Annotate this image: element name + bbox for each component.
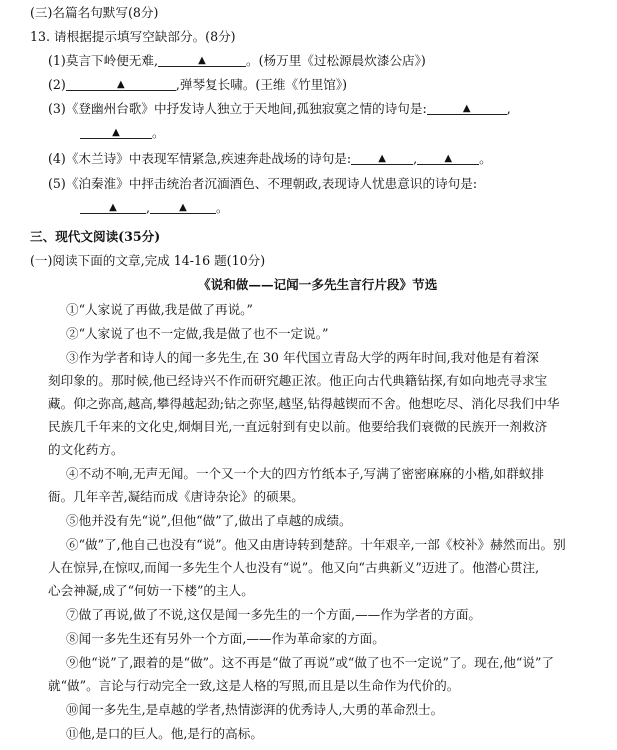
q13-item-5-period: 。 (216, 200, 229, 215)
section-heading-xiandai: 三、现代文阅读(35分) (30, 229, 161, 244)
q13-item-5 (48, 175, 477, 193)
paragraph-3-line-3: 藏。仰之弥高,越高,攀得越起劲;钻之弥坚,越坚,钻得越锲而不舍。他想吃尽、消化尽我们中华 (48, 396, 560, 411)
triangle-marker-icon: ▲ (179, 202, 187, 213)
paragraph-9-line-2: 就“做”。言论与行动完全一致,这是人格的写照,而且是以生命作为代价的。 (48, 678, 460, 693)
paragraph-6-line-1: ⑥“做”了,他自己也没有“说”。他又由唐诗转到楚辞。十年艰辛,一部《校补》赫然而出。别 (66, 537, 566, 552)
q13-item-3-cont (80, 124, 165, 142)
triangle-marker-icon: ▲ (116, 79, 125, 90)
article-title: 《说和做——记闻一多先生言行片段》节选 (198, 277, 438, 292)
q13-item-2-text: ,弹琴复长啸。(王维《竹里馆》) (175, 77, 348, 92)
question-13-stem: 13. 请根据提示填写空缺部分。(8分) (30, 29, 236, 44)
triangle-marker-icon: ▲ (112, 127, 120, 138)
q13-item-3-period: 。 (152, 125, 165, 140)
answer-blank[interactable] (417, 150, 479, 165)
q13-item-5-cont (80, 199, 229, 217)
q13-item-4-comma: , (413, 151, 418, 166)
q13-item-3-text: (3)《登幽州台歌》中抒发诗人独立于天地间,孤独寂寞之情的诗句是: (48, 101, 427, 116)
paragraph-8: ⑧闻一多先生还有另外一个方面,——作为革命家的方面。 (66, 631, 385, 646)
triangle-marker-icon: ▲ (378, 153, 386, 164)
triangle-marker-icon: ▲ (198, 55, 206, 66)
subsection-heading: (一)阅读下面的文章,完成 14-16 题(10分) (30, 253, 266, 268)
q13-item-4-text: (4)《木兰诗》中表现军情紧急,疾速奔赴战场的诗句是: (48, 151, 352, 166)
q13-item-4-period: 。 (479, 151, 492, 166)
answer-blank[interactable] (427, 100, 507, 115)
paragraph-11: ⑪他,是口的巨人。他,是行的高标。 (66, 726, 263, 741)
answer-blank[interactable] (80, 199, 146, 214)
q13-item-2 (48, 76, 347, 94)
paragraph-6-line-2: 人在惊异,在惊叹,而闻一多先生个人也没有“说”。他又向“古典新义”迈进了。他潜心贯注, (48, 560, 540, 575)
triangle-marker-icon: ▲ (462, 103, 471, 114)
q13-item-1-text: (1)莫言下岭便无难, (48, 53, 158, 68)
paragraph-3-line-1: ③作为学者和诗人的闻一多先生,在 30 年代国立青岛大学的两年时间,我对他是有着深 (66, 350, 539, 365)
q13-item-5-text: (5)《泊秦淮》中抨击统治者沉湎酒色、不理朝政,表现诗人忧患意识的诗句是: (48, 176, 478, 191)
answer-blank[interactable] (351, 150, 413, 165)
paragraph-4-line-2: 衙。几年辛苦,凝结而成《唐诗杂论》的硕果。 (48, 489, 304, 504)
paragraph-5: ⑤他并没有先“说”,但他“做”了,做出了卓越的成绩。 (66, 513, 352, 528)
paragraph-3-line-2: 刻印象的。那时候,他已经诗兴不作而研究趣正浓。他正向古代典籍钻探,有如向地壳寻求宝 (48, 373, 548, 388)
paragraph-7: ⑦做了再说,做了不说,这仅是闻一多先生的一个方面,——作为学者的方面。 (66, 607, 482, 622)
paragraph-2: ②“人家说了也不一定做,我是做了也不一定说。” (66, 326, 329, 341)
triangle-marker-icon: ▲ (444, 153, 453, 164)
q13-item-3-comma: , (506, 101, 511, 116)
answer-blank[interactable] (158, 52, 246, 67)
paragraph-10: ⑩闻一多先生,是卓越的学者,热情澎湃的优秀诗人,大勇的革命烈士。 (66, 702, 444, 717)
paragraph-6-line-3: 心会神凝,成了“何妨一下楼”的主人。 (48, 583, 254, 598)
q13-item-1 (48, 52, 426, 70)
answer-blank[interactable] (80, 124, 152, 139)
paragraph-3-line-4: 民族几千年来的文化史,炯炯目光,一直远射到有史以前。他要给我们衰微的民族开一剂救济 (48, 419, 548, 434)
paragraph-4-line-1: ④不动不响,无声无闻。一个又一个大的四方竹纸本子,写满了密密麻麻的小楷,如群蚁排 (66, 466, 544, 481)
answer-blank[interactable] (150, 199, 216, 214)
triangle-marker-icon: ▲ (109, 202, 117, 213)
q13-item-4 (48, 150, 492, 168)
q13-item-2-label: (2) (48, 77, 66, 92)
q13-item-1-source: 。(杨万里《过松源晨炊漆公店》) (246, 53, 426, 68)
q13-item-3 (48, 100, 511, 118)
paragraph-9-line-1: ⑨他“说”了,跟着的是“做”。这不再是“做了再说”或“做了也不一定说”了。现在,他“说”了 (66, 655, 554, 670)
paragraph-3-line-5: 的文化药方。 (48, 442, 124, 457)
answer-blank[interactable] (66, 76, 176, 91)
section-heading-mingpian: (三)名篇名句默写(8分) (30, 5, 159, 20)
q13-item-5-comma: , (146, 200, 151, 215)
paragraph-1: ①“人家说了再做,我是做了再说。” (66, 302, 253, 317)
